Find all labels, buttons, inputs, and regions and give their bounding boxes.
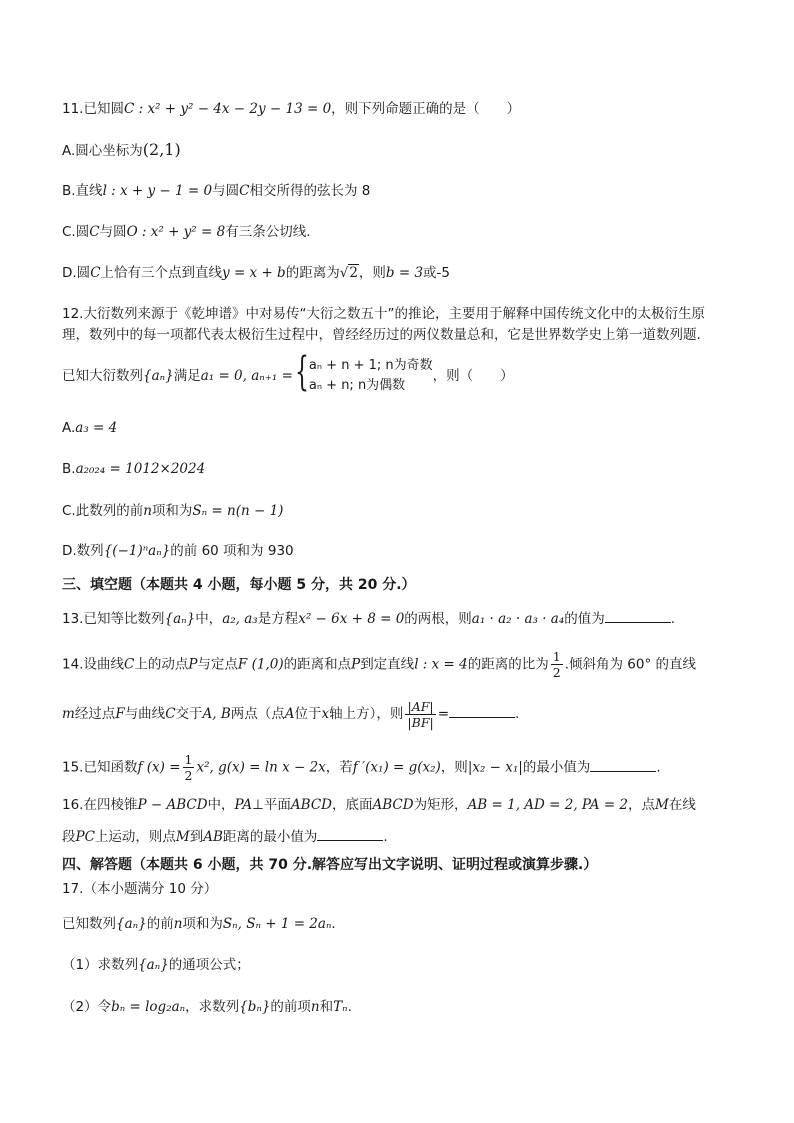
q14-mid4: 到定直线 (360, 656, 415, 673)
q13-mid2: 是方程 (257, 611, 299, 627)
q14-mid3: 的距离和点 (283, 656, 352, 673)
q15: 15.已知函数f (x) = $\frac{1}{2}$ x², g(x) = ln x − 2x，若f ′(x₁) = g(x₂)，则|x₂ − x₁|的最小值为 . (62, 752, 661, 783)
q13-seq: {aₙ} (164, 611, 196, 627)
frac-den: 2 (184, 768, 193, 783)
q14-l2-mid1: 经过点 (74, 706, 116, 722)
frac-num: 1 (184, 752, 193, 767)
q11-d-suffix: 或-5 (423, 265, 450, 281)
q15-mid2: ，则 (440, 759, 468, 776)
q17-p2-mid: ，求数列 (185, 999, 240, 1015)
piecewise-brace: { aₙ + n + 1; n为奇数 aₙ + n; n为偶数 (294, 349, 433, 395)
q17-eq: Sₙ, Sₙ + 1 = 2aₙ (222, 916, 332, 932)
q11-suffix: ，则下列命题正确的是（ ） (331, 101, 521, 117)
q11-c-circle-o: O : x² + y² = 8 (126, 224, 226, 240)
q17-end: . (331, 916, 336, 932)
q12-seq: {aₙ} (143, 368, 174, 384)
q12-b-label: B. (62, 461, 76, 477)
q11-d-mid1: 上恰有三个点到直线 (100, 265, 223, 281)
case-odd: aₙ + n + 1; n为奇数 (308, 358, 433, 373)
q17-p2-seq: {bₙ} (239, 999, 271, 1015)
q16-pyramid: P − ABCD (137, 797, 208, 813)
fraction (183, 752, 195, 783)
q12-option-d (62, 542, 734, 560)
q14-line2: m经过点F与曲线C交于A, B两点（点A位于x轴上方），则 $\frac{|AF|}{|BF|}$ = . (62, 698, 520, 730)
q17-title: 17.（本小题满分 10 分） (62, 881, 218, 897)
q17-stem (62, 915, 734, 933)
q17-mid: 的前 (146, 916, 174, 932)
q14-l2-mid2: 与曲线 (124, 706, 166, 722)
q17-mid2: 项和为 (182, 916, 223, 932)
q14-prefix: 14.设曲线 (62, 656, 124, 673)
q11-c-mid: 与圆 (99, 224, 127, 240)
q12-l3-prefix: 已知大衍数列 (62, 368, 143, 384)
q13-mid3: 的两根，则 (404, 611, 472, 627)
q14-l2-f: F (115, 706, 125, 722)
q12-l3-mid: 满足 (173, 368, 201, 384)
q11-option-a (62, 141, 734, 160)
case-even: aₙ + n; n为偶数 (308, 378, 406, 393)
q16-l2-prefix: 段 (62, 829, 76, 845)
q11-option-d (62, 264, 734, 282)
sqrt-symbol: √2 (339, 265, 358, 281)
q12-a-eq: a₃ = 4 (75, 420, 118, 436)
q15-mid1: ，若 (325, 759, 353, 776)
q14-l2-mid5: 位于 (294, 706, 322, 722)
answer-blank[interactable] (317, 828, 383, 841)
q12-b-eq: a₂₀₂₄ = 1012×2024 (75, 461, 206, 477)
q16-ab: AB (203, 829, 223, 845)
q12-c-prefix: C.此数列的前 (62, 503, 144, 519)
q16-l2-mid1: 上运动，则点 (94, 829, 176, 845)
q11-prefix: 11.已知圆 (62, 101, 124, 117)
q11-a-text: A.圆心坐标为 (62, 143, 143, 159)
q13-prefix: 13.已知等比数列 (62, 611, 165, 627)
q17-p2-end: . (347, 999, 352, 1015)
q17-seq: {aₙ} (116, 916, 147, 932)
q12-option-c (62, 502, 734, 520)
q17-part1 (62, 956, 734, 974)
q15-condition: f ′(x₁) = g(x₂) (352, 759, 441, 776)
q11-b-line-eq: l : x + y − 1 = 0 (102, 183, 213, 199)
ratio-num: |AF| (405, 699, 435, 715)
q12-c-n: n (143, 503, 152, 519)
q11-circle-equation: C : x² + y² − 4x − 2y − 13 = 0 (123, 101, 332, 117)
q12-line3 (62, 349, 734, 396)
q12-a-label: A. (62, 420, 76, 436)
q16-abcd2: ABCD (372, 797, 414, 813)
q13-suffix: 的值为 (564, 611, 605, 627)
q12-d-suffix: 的前 60 项和为 930 (170, 543, 294, 559)
q13-mid1: 中， (195, 611, 223, 627)
q16-prefix: 16.在四棱锥 (62, 797, 138, 813)
piecewise-cases (309, 356, 433, 396)
q11-b-mid: 与圆 (212, 183, 240, 199)
q11-stem (62, 100, 734, 118)
q16-mid4: 为矩形， (413, 797, 468, 813)
q12-option-a (62, 419, 734, 437)
ratio-fraction (405, 699, 435, 730)
q13-roots: a₂, a₃ (222, 611, 258, 627)
q11-option-b (62, 182, 734, 200)
q17-p1-prefix: （1）求数列 (62, 957, 139, 973)
q11-d-line-eq: y = x + b (222, 265, 286, 281)
section-4-heading: 四、解答题（本题共 6 小题，共 70 分.解答应写出文字说明、证明过程或演算步骤.） (62, 857, 598, 873)
q13: 13.已知等比数列{aₙ}中，a₂, a₃是方程x² − 6x + 8 = 0的两根，则a₁ · a₂ · a₃ · a₄的值为 . (62, 611, 676, 627)
answer-blank[interactable] (590, 759, 656, 772)
q11-d-value: b = 3 (385, 265, 424, 281)
q11-d-mid3: ，则 (358, 265, 386, 281)
q14-line-l: l : x = 4 (414, 656, 468, 673)
q14-l2-c: C (165, 706, 176, 722)
q16-mid3: ，底面 (331, 797, 373, 813)
q12-line2: 理，数列中的每一项都代表太极衍生过程中，曾经经历过的两仪数量总和，它是世界数学史上第一道数列题. (62, 327, 701, 343)
q15-abs: |x₂ − x₁| (467, 759, 523, 776)
q16-pc: PC (75, 829, 95, 845)
q11-d-mid2: 的距离为 (285, 265, 340, 281)
q12-option-b (62, 460, 734, 478)
q15-prefix: 15.已知函数 (62, 759, 138, 776)
q14-a: A (284, 706, 295, 722)
q16-m: M (655, 797, 669, 813)
q14-f: F (1,0) (237, 656, 284, 673)
q15-functions: x², g(x) = ln x − 2x (196, 759, 326, 776)
q14-eq-sign: = (437, 706, 450, 722)
q12-line1: 12.大衍数列来源于《乾坤谱》中对易传“大衍之数五十”的推论，主要用于解释中国传统文化中的太极衍生原 (62, 306, 705, 322)
q13-equation: x² − 6x + 8 = 0 (298, 611, 405, 627)
q16-pa: PA (234, 797, 253, 813)
q14-mid6: .倾斜角为 60° 的直线 (564, 656, 696, 673)
q17-p2-n: n (310, 999, 320, 1015)
q11-c-suffix: 有三条公切线. (225, 224, 311, 240)
q17-n: n (173, 916, 183, 932)
ratio-den: |BF| (407, 714, 434, 730)
q11-option-c (62, 223, 734, 241)
q17-p1-suffix: 的通项公式； (168, 957, 250, 973)
q16-l2-suffix: 距离的最小值为 (222, 829, 318, 845)
q14-mid2: 与定点 (197, 656, 238, 673)
fraction (551, 649, 563, 680)
q14-mid1: 上的动点 (134, 656, 189, 673)
q17-p2-eq: bₙ = log₂aₙ (111, 999, 186, 1015)
q17-p2-prefix: （2）令 (62, 999, 112, 1015)
q11-b-c: C (239, 183, 250, 199)
q14-x: x (321, 706, 330, 722)
q17-p2-mid3: 和 (319, 999, 334, 1015)
q16-m2: M (175, 829, 190, 845)
q12-d-seq: {(−1)ⁿaₙ} (103, 543, 171, 559)
q11-b-suffix: 相交所得的弦长为 8 (249, 183, 371, 199)
q16-abcd: ABCD (290, 797, 332, 813)
q14-line1 (62, 649, 734, 680)
q16-mid5: ，点 (628, 797, 656, 813)
q12-c-mid: 项和为 (151, 503, 193, 519)
q14-l2-mid3: 交于 (175, 706, 203, 722)
q14-m: m (62, 706, 75, 722)
q14-mid5: 的距离的比为 (467, 656, 549, 673)
q14-c: C (123, 656, 135, 673)
q16-l2-mid2: 到 (189, 829, 204, 845)
q11-c-prefix: C.圆 (62, 224, 90, 240)
section-3-heading: 三、填空题（本题共 4 小题，每小题 5 分，共 20 分.） (62, 577, 416, 593)
frac-den: 2 (552, 665, 561, 680)
q14-l2-mid6: 轴上方），则 (329, 706, 404, 722)
q17-part2 (62, 998, 734, 1016)
q14-ab: A, B (202, 706, 231, 722)
answer-blank[interactable] (605, 610, 671, 623)
q17-p2-t: Tₙ (333, 999, 348, 1015)
q15-f: f (x) = (137, 759, 181, 776)
q11-d-prefix: D.圆 (62, 265, 91, 281)
q16-mid1: 中， (207, 797, 235, 813)
sqrt-radicand: 2 (349, 265, 358, 281)
q16-mid6: 在线 (668, 797, 696, 813)
q12-recurrence: a₁ = 0, aₙ₊₁ = (200, 368, 293, 384)
q14-l2-mid4: 两点（点 (230, 706, 285, 722)
q16-line2: 段PC上运动，则点M到AB距离的最小值为 . (62, 829, 388, 845)
q12-d-prefix: D.数列 (62, 543, 104, 559)
q13-product: a₁ · a₂ · a₃ · a₄ (471, 611, 565, 627)
q14-p: P (188, 656, 198, 673)
answer-blank[interactable] (449, 705, 515, 718)
q17-p1-seq: {aₙ} (138, 957, 169, 973)
q11-c-c: C (89, 224, 100, 240)
q11-b-prefix: B.直线 (62, 183, 103, 199)
q16-mid2: ⊥平面 (252, 797, 291, 813)
q12-l3-suffix: ，则（ ） (432, 368, 514, 384)
q17-prefix: 已知数列 (62, 916, 116, 932)
q11-a-value: (2,1) (142, 140, 181, 159)
q14-p2: P (351, 656, 361, 673)
frac-num: 1 (552, 649, 561, 664)
q17-p2-mid2: 的前项 (270, 999, 311, 1015)
q16-line1 (62, 796, 734, 814)
q16-dims: AB = 1, AD = 2, PA = 2 (467, 797, 629, 813)
q15-suffix: 的最小值为 (522, 759, 591, 776)
q11-d-c: C (90, 265, 101, 281)
q12-c-eq: Sₙ = n(n − 1) (192, 503, 284, 519)
